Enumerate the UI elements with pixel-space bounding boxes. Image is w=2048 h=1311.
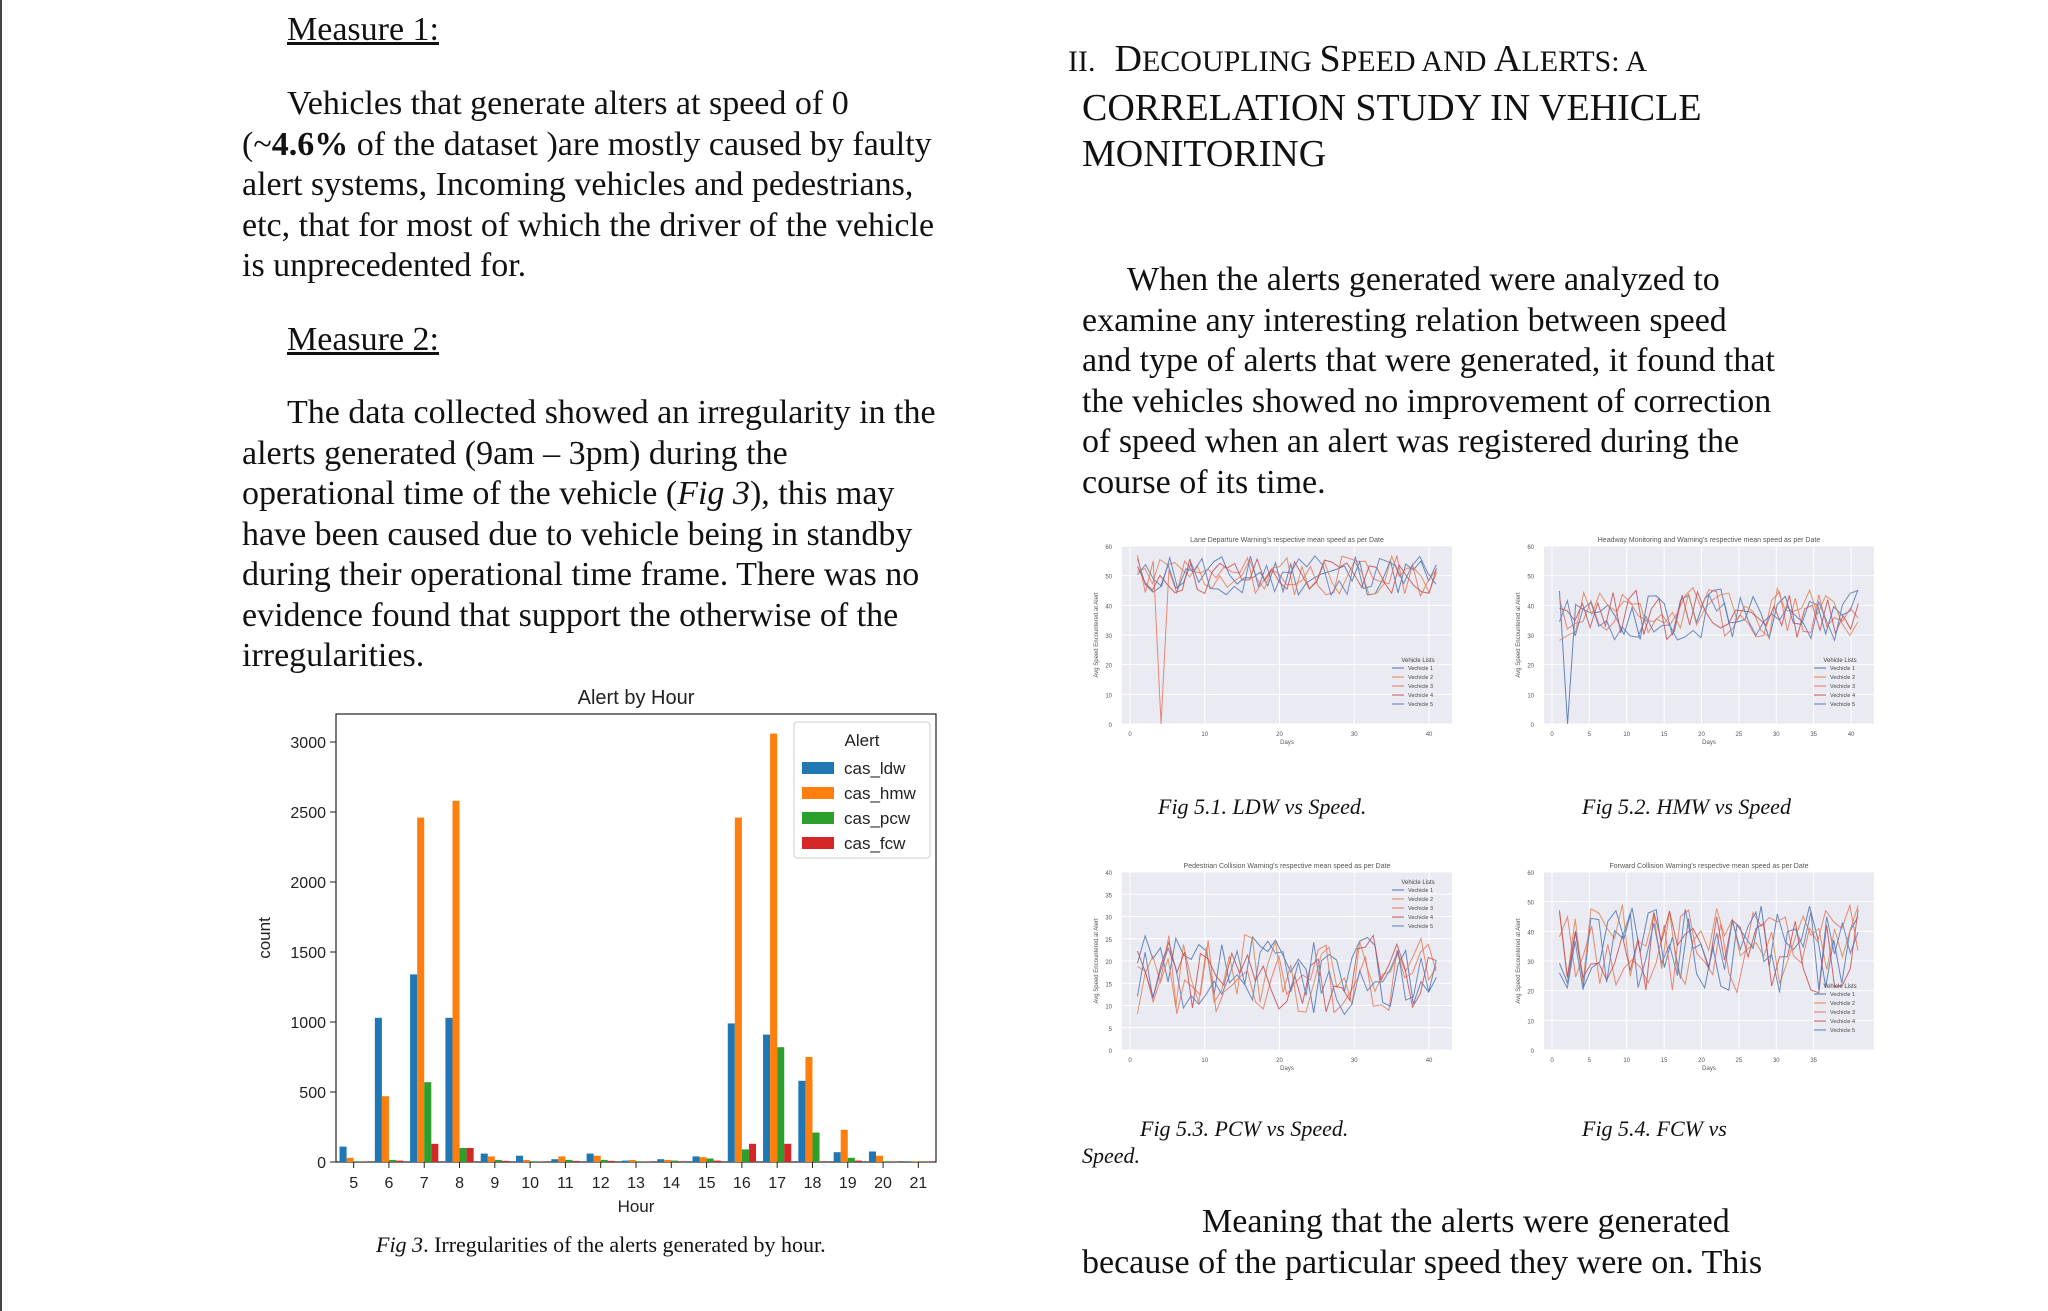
x-tick-label: 20 — [874, 1175, 892, 1192]
measure2-paragraph — [242, 393, 982, 677]
bar-cas_pcw — [812, 1133, 819, 1162]
y-tick-label: 2500 — [290, 805, 326, 822]
mini-y-tick-label: 10 — [1105, 1004, 1112, 1011]
x-tick-label: 13 — [627, 1175, 645, 1192]
x-tick-label: 14 — [662, 1175, 681, 1192]
bar-cas_ldw — [763, 1035, 770, 1162]
measure1-line: etc, that for most of which the driver of the vehicle — [242, 206, 935, 244]
bar-cas_hmw — [841, 1130, 848, 1162]
mini-x-tick-label: 10 — [1623, 732, 1631, 738]
mini-y-tick-label: 35 — [1105, 893, 1112, 900]
mini-y-tick-label: 20 — [1527, 663, 1534, 670]
bar-cas_ldw — [869, 1152, 876, 1163]
bar-cas_hmw — [664, 1160, 671, 1162]
mini-x-tick-label: 25 — [1735, 1058, 1743, 1064]
fcw-speed-chart — [1508, 858, 1888, 1080]
measure1-line: Vehicles that generate alters at speed of 0 — [287, 85, 849, 122]
mini-legend-title: Vehicle Lists — [1401, 658, 1435, 664]
measure2-line: The data collected showed an irregularity in the — [287, 394, 936, 431]
mini-x-tick-label: 20 — [1276, 1058, 1283, 1064]
mini-y-tick-label: 60 — [1527, 871, 1534, 877]
measure2-line: have been caused due to vehicle being in standby — [242, 515, 913, 553]
y-tick-label: 3000 — [290, 735, 326, 752]
mini-y-tick-label: 25 — [1105, 937, 1112, 944]
bar-cas_pcw — [424, 1082, 431, 1162]
mini-legend-label: Vechicle 3 — [1408, 906, 1434, 912]
y-tick-label: 1500 — [290, 945, 326, 962]
measure1-heading: Measure 1: — [287, 11, 440, 48]
legend-swatch-cas_hmw — [802, 787, 834, 799]
mini-y-tick-label: 60 — [1105, 545, 1112, 551]
fig3-label: Fig 3 — [376, 1232, 424, 1257]
bar-cas_fcw — [467, 1148, 474, 1162]
x-tick-label: 19 — [838, 1175, 857, 1192]
x-axis-label: Hour — [617, 1197, 655, 1216]
mini-legend-label: Vechicle 1 — [1830, 992, 1856, 998]
correlation-line: and type of alerts that were generated, it found that — [1082, 342, 1775, 379]
mini-y-axis-label: Avg Speed Encountered at Alert — [1094, 918, 1100, 1004]
y-tick-label: 500 — [299, 1085, 326, 1102]
bar-cas_ldw — [410, 974, 417, 1162]
x-tick-label: 9 — [490, 1175, 500, 1192]
mini-y-tick-label: 15 — [1105, 982, 1112, 989]
x-tick-label: 6 — [384, 1175, 394, 1192]
mini-y-tick-label: 20 — [1105, 960, 1112, 966]
bar-cas_ldw — [622, 1161, 629, 1162]
mini-x-axis-label: Days — [1702, 1066, 1716, 1072]
mini-x-tick-label: 35 — [1810, 732, 1818, 738]
fig53-text: Fig 5.3. PCW vs Speed. — [1140, 1116, 1349, 1141]
correlation-paragraph — [1082, 260, 1862, 503]
mini-y-tick-label: 30 — [1527, 960, 1534, 966]
bar-cas_hmw — [805, 1057, 812, 1162]
hmw-speed-chart — [1508, 532, 1888, 754]
mini-x-tick-label: 5 — [1587, 1058, 1592, 1064]
mini-legend-label: Vechicle 1 — [1408, 666, 1434, 672]
mini-y-axis-label: Avg Speed Encountered at Alert — [1516, 918, 1522, 1004]
bar-cas_ldw — [587, 1154, 594, 1162]
mini-x-tick-label: 10 — [1201, 1058, 1209, 1064]
bar-cas_pcw — [460, 1148, 467, 1162]
mini-x-tick-label: 25 — [1735, 732, 1743, 738]
legend-swatch-cas_pcw — [802, 812, 834, 824]
mini-x-tick-label: 15 — [1660, 732, 1668, 738]
bar-cas_pcw — [777, 1047, 784, 1162]
fig54-caption — [1582, 1116, 1727, 1142]
meaning-line: Meaning that the alerts were generated — [1202, 1203, 1730, 1240]
bar-cas_ldw — [445, 1018, 452, 1162]
mini-legend-label: Vechicle 2 — [1830, 1001, 1856, 1007]
mini-y-tick-label: 60 — [1527, 545, 1534, 551]
mini-x-tick-label: 10 — [1201, 732, 1209, 738]
fig52-caption — [1582, 794, 1791, 820]
bar-cas_fcw — [608, 1161, 615, 1162]
y-tick-label: 2000 — [290, 875, 326, 892]
mini-legend-label: Vechicle 2 — [1408, 897, 1434, 903]
bar-cas_hmw — [876, 1156, 883, 1162]
mini-x-tick-label: 0 — [1128, 732, 1132, 738]
bar-cas_ldw — [728, 1023, 735, 1162]
mini-y-tick-label: 40 — [1105, 604, 1112, 611]
mini-x-tick-label: 0 — [1550, 1058, 1554, 1064]
fig51-text: Fig 5.1. LDW vs Speed. — [1158, 794, 1367, 819]
mini-legend-label: Vechicle 5 — [1408, 924, 1434, 930]
bar-cas_pcw — [671, 1161, 678, 1162]
bar-cas_pcw — [707, 1159, 714, 1163]
mini-x-tick-label: 40 — [1425, 1058, 1433, 1064]
measure2-line: alerts generated (9am – 3pm) during the — [242, 434, 788, 472]
legend-label-cas_hmw: cas_hmw — [844, 784, 916, 803]
mini-y-tick-label: 0 — [1530, 723, 1534, 729]
fig3-caption — [376, 1232, 826, 1258]
mini-y-tick-label: 5 — [1108, 1026, 1112, 1033]
mini-x-tick-label: 30 — [1772, 1058, 1780, 1064]
mini-legend-label: Vechicle 5 — [1408, 702, 1434, 708]
mini-y-tick-label: 0 — [1530, 1049, 1534, 1055]
mini-y-tick-label: 30 — [1105, 915, 1112, 922]
legend-title: Alert — [844, 731, 880, 750]
mini-x-tick-label: 40 — [1847, 732, 1855, 738]
mini-y-tick-label: 10 — [1527, 1019, 1534, 1026]
bar-cas_hmw — [629, 1160, 636, 1162]
title-initial: S — [1319, 38, 1341, 80]
mini-y-axis-label: Avg Speed Encountered at Alert — [1516, 592, 1522, 678]
bar-cas_hmw — [594, 1156, 601, 1162]
title-line: CORRELATION STUDY IN VEHICLE — [1082, 87, 1702, 129]
mini-legend-label: Vechicle 3 — [1830, 684, 1856, 690]
mini-y-tick-label: 10 — [1105, 693, 1112, 700]
mini-legend-title: Vehicle Lists — [1823, 984, 1857, 990]
bar-cas_pcw — [354, 1161, 361, 1162]
bar-cas_hmw — [488, 1156, 495, 1162]
mini-legend-label: Vechicle 1 — [1830, 666, 1856, 672]
x-tick-label: 18 — [803, 1175, 822, 1192]
bar-cas_ldw — [375, 1018, 382, 1162]
bar-cas_ldw — [516, 1156, 523, 1162]
x-tick-label: 7 — [419, 1175, 429, 1192]
fig53-caption-cont — [1082, 1143, 1140, 1169]
correlation-line: When the alerts generated were analyzed to — [1127, 261, 1720, 298]
mini-y-tick-label: 40 — [1105, 871, 1112, 877]
correlation-line: examine any interesting relation between speed — [1082, 301, 1727, 339]
mini-legend-label: Vechicle 4 — [1408, 915, 1434, 921]
fig54-text: Fig 5.4. FCW vs — [1582, 1116, 1727, 1141]
mini-legend-title: Vehicle Lists — [1401, 880, 1435, 886]
bar-cas_fcw — [396, 1161, 403, 1162]
x-tick-label: 12 — [591, 1175, 610, 1192]
mini-title: Forward Collision Warning's respective mean speed as per Date — [1609, 863, 1809, 870]
bar-cas_ldw — [834, 1152, 841, 1162]
mini-y-tick-label: 50 — [1527, 900, 1534, 907]
mini-legend-label: Vechicle 3 — [1830, 1010, 1856, 1016]
mini-x-tick-label: 30 — [1772, 732, 1780, 738]
mini-y-tick-label: 40 — [1527, 930, 1534, 937]
mini-x-tick-label: 35 — [1810, 1058, 1818, 1064]
mini-y-tick-label: 40 — [1527, 604, 1534, 611]
bar-cas_hmw — [523, 1160, 530, 1162]
bar-cas_pcw — [389, 1160, 396, 1162]
bar-cas_pcw — [742, 1149, 749, 1162]
meaning-line: because of the particular speed they were on. This — [1082, 1243, 1763, 1281]
bar-cas_hmw — [382, 1096, 389, 1162]
measure2-line: operational time of the vehicle ( — [242, 475, 678, 512]
x-tick-label: 5 — [349, 1175, 359, 1192]
fig3-reference: Fig 3 — [677, 475, 750, 512]
x-tick-label: 16 — [732, 1175, 751, 1192]
mini-y-tick-label: 0 — [1108, 1049, 1112, 1055]
mini-x-tick-label: 15 — [1660, 1058, 1668, 1064]
bar-cas_hmw — [735, 818, 742, 1162]
correlation-line: course of its time. — [1082, 463, 1326, 501]
measure1-line: (~ — [242, 125, 272, 163]
legend-label-cas_ldw: cas_ldw — [844, 759, 906, 778]
bar-cas_fcw — [855, 1161, 862, 1162]
mini-legend-label: Vechicle 4 — [1830, 693, 1856, 699]
x-tick-label: 17 — [768, 1175, 787, 1192]
fig52-text: Fig 5.2. HMW vs Speed — [1582, 794, 1791, 819]
mini-x-tick-label: 0 — [1128, 1058, 1132, 1064]
mini-legend-label: Vechicle 3 — [1408, 684, 1434, 690]
title-smallcaps: ECOUPLING — [1141, 45, 1320, 78]
measure2-line: irregularities. — [242, 637, 425, 674]
legend-label-cas_pcw: cas_pcw — [844, 809, 911, 828]
x-tick-label: 8 — [455, 1175, 464, 1192]
mini-legend-label: Vechicle 5 — [1830, 1028, 1856, 1034]
bar-cas_hmw — [911, 1161, 918, 1162]
bar-cas_ldw — [798, 1081, 805, 1162]
legend-swatch-cas_ldw — [802, 762, 834, 774]
mini-y-tick-label: 20 — [1527, 989, 1534, 996]
bar-cas_hmw — [558, 1156, 565, 1162]
legend-label-cas_fcw: cas_fcw — [844, 834, 906, 853]
mini-y-tick-label: 50 — [1527, 574, 1534, 581]
bar-cas_ldw — [904, 1161, 911, 1162]
mini-x-axis-label: Days — [1702, 740, 1716, 746]
correlation-line: of speed when an alert was registered during the — [1082, 423, 1740, 460]
mini-y-tick-label: 10 — [1527, 693, 1534, 700]
bar-cas_ldw — [692, 1156, 699, 1162]
mini-legend-title: Vehicle Lists — [1823, 658, 1857, 664]
legend-swatch-cas_fcw — [802, 837, 834, 849]
bar-cas_pcw — [883, 1161, 890, 1162]
mini-y-axis-label: Avg Speed Encountered at Alert — [1094, 592, 1100, 678]
bar-cas_pcw — [530, 1161, 537, 1162]
mini-legend-label: Vechicle 2 — [1408, 675, 1434, 681]
title-line: MONITORING — [1082, 133, 1327, 175]
mini-legend-label: Vechicle 1 — [1408, 888, 1434, 894]
mini-title: Headway Monitoring and Warning's respective mean speed as per Date — [1597, 537, 1821, 544]
bar-cas_ldw — [657, 1159, 664, 1162]
x-tick-label: 10 — [521, 1175, 540, 1192]
mini-legend-label: Vechicle 5 — [1830, 702, 1856, 708]
bar-cas_pcw — [565, 1160, 572, 1162]
measure2-heading: Measure 2: — [287, 321, 440, 358]
bar-cas_pcw — [848, 1158, 855, 1162]
section-title — [1068, 36, 1788, 177]
bar-cas_fcw — [502, 1161, 509, 1162]
title-smallcaps: PEED AND — [1340, 45, 1494, 78]
section-number: II. — [1068, 45, 1096, 78]
title-initial: A — [1493, 38, 1522, 80]
measure1-bold: 4.6% — [271, 125, 349, 163]
chart-title: Alert by Hour — [577, 687, 695, 709]
y-axis-label: count — [255, 917, 274, 959]
bar-cas_fcw — [678, 1161, 685, 1162]
bar-cas_hmw — [417, 818, 424, 1162]
bar-cas_hmw — [452, 801, 459, 1162]
mini-x-tick-label: 30 — [1350, 1058, 1358, 1064]
measure1-line: is unprecedented for. — [242, 247, 527, 284]
mini-x-axis-label: Days — [1280, 1066, 1294, 1072]
measure2-line: ), this may — [749, 475, 895, 512]
bar-cas_pcw — [601, 1160, 608, 1162]
bar-cas_fcw — [820, 1161, 827, 1162]
mini-title: Lane Departure Warning's respective mean speed as per Date — [1190, 537, 1384, 544]
fig51-caption — [1158, 794, 1366, 820]
title-initial: D — [1114, 38, 1142, 80]
mini-y-tick-label: 50 — [1105, 574, 1112, 581]
bar-cas_fcw — [714, 1161, 721, 1162]
ldw-speed-chart — [1086, 532, 1466, 754]
pcw-speed-chart — [1086, 858, 1466, 1080]
bar-cas_pcw — [636, 1161, 643, 1162]
bar-cas_ldw — [551, 1159, 558, 1162]
mini-x-tick-label: 20 — [1698, 732, 1705, 738]
bar-cas_fcw — [784, 1144, 791, 1162]
bar-cas_hmw — [700, 1157, 707, 1162]
fig53-caption — [1140, 1116, 1348, 1142]
bar-cas_fcw — [431, 1144, 438, 1162]
mini-x-tick-label: 10 — [1623, 1058, 1631, 1064]
y-tick-label: 0 — [317, 1155, 326, 1172]
mini-x-tick-label: 20 — [1698, 1058, 1705, 1064]
x-tick-label: 21 — [909, 1175, 928, 1192]
mini-legend-label: Vechicle 2 — [1830, 675, 1856, 681]
measure1-paragraph — [242, 84, 982, 287]
mini-y-tick-label: 30 — [1105, 634, 1112, 640]
mini-x-axis-label: Days — [1280, 740, 1294, 746]
mini-legend-label: Vechicle 4 — [1408, 693, 1434, 699]
mini-y-tick-label: 0 — [1108, 723, 1112, 729]
bar-cas_fcw — [572, 1161, 579, 1162]
alert-by-hour-chart — [248, 676, 948, 1226]
bar-cas_pcw — [495, 1160, 502, 1162]
mini-x-tick-label: 30 — [1350, 732, 1358, 738]
mini-x-tick-label: 20 — [1276, 732, 1283, 738]
measure1-line: of the dataset )are mostly caused by faulty — [348, 125, 932, 163]
measure2-line: during their operational time frame. There was no — [242, 556, 920, 593]
page-edge — [0, 0, 2, 1311]
bar-cas_hmw — [347, 1158, 354, 1162]
correlation-line: the vehicles showed no improvement of correction — [1082, 382, 1772, 420]
mini-title: Pedestrian Collision Warning's respective mean speed as per Date — [1183, 863, 1391, 870]
fig53-cont-text: Speed. — [1082, 1143, 1141, 1168]
bar-cas_ldw — [481, 1154, 488, 1162]
x-tick-label: 11 — [557, 1175, 574, 1192]
title-smallcaps: LERTS: A — [1521, 45, 1648, 78]
y-tick-label: 1000 — [290, 1015, 326, 1032]
bar-cas_ldw — [340, 1147, 347, 1162]
mini-x-tick-label: 0 — [1550, 732, 1554, 738]
mini-x-tick-label: 5 — [1587, 732, 1592, 738]
bar-cas_hmw — [770, 734, 777, 1162]
mini-x-tick-label: 40 — [1425, 732, 1433, 738]
mini-y-tick-label: 30 — [1527, 634, 1534, 640]
mini-y-tick-label: 20 — [1105, 663, 1112, 670]
meaning-paragraph — [1082, 1202, 1862, 1283]
fig3-caption-text: . Irregularities of the alerts generated by hour. — [423, 1232, 826, 1257]
x-tick-label: 15 — [697, 1175, 716, 1192]
mini-legend-label: Vechicle 4 — [1830, 1019, 1856, 1025]
measure2-line: evidence found that support the otherwise of the — [242, 596, 899, 634]
bar-cas_fcw — [749, 1144, 756, 1162]
measure1-line: alert systems, Incoming vehicles and pedestrians, — [242, 166, 914, 203]
